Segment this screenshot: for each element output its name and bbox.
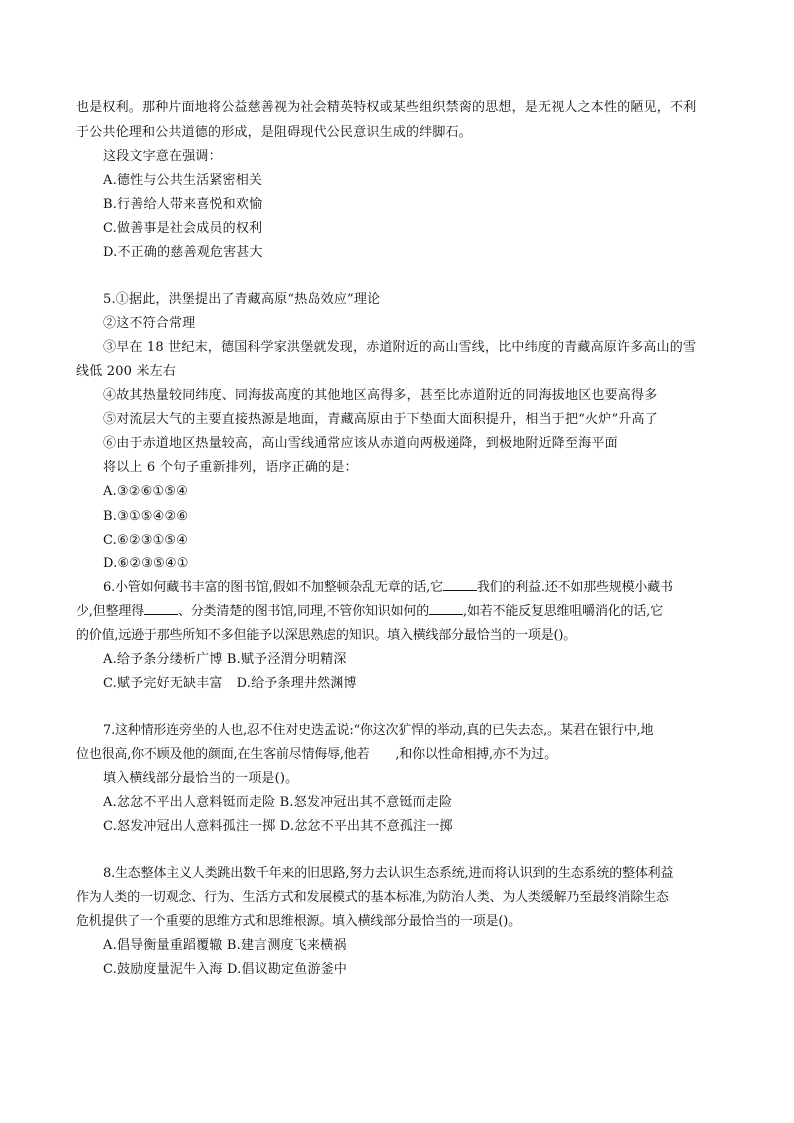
q5-sentence-3a: ③早在 18 世纪末，德国科学家洪堡就发现，赤道附近的高山雪线，比中纬度的青藏高原许多高山的雪 <box>103 340 697 355</box>
q5-sentence-1: 5.①据此，洪堡提出了青藏高原“热岛效应”理论 <box>103 292 381 307</box>
q6-line-2 <box>76 602 724 622</box>
q8-options-row-1: A.倡导衡量重蹈覆辙 B.建言测度飞来横祸 <box>103 938 347 953</box>
q6-line-1-part-a: 6.小管如何藏书丰富的图书馆,假如不加整顿杂乱无章的话,它 <box>103 580 443 595</box>
q6-line-1-part-b: 我们的利益.还不如那些规模小藏书 <box>476 580 673 595</box>
q5-option-a: A.③②⑥①⑤④ <box>103 484 189 499</box>
q8-line-1: 8.生态整体主义人类跳出数千年来的旧思路,努力去认识生态系统,进而将认识到的生态系统的整体利益 <box>103 866 674 881</box>
q5-stem: 将以上 6 个句子重新排列，语序正确的是： <box>103 460 358 475</box>
q8-line-3: 危机提供了一个重要的思维方式和思维根源。填入横线部分最恰当的一项是()。 <box>76 914 521 929</box>
q6-line-1 <box>103 578 723 598</box>
q7-line-2 <box>76 745 724 765</box>
q7-stem: 填入横线部分最恰当的一项是()。 <box>103 771 299 786</box>
q7-options-row-1: A.忿忿不平出人意料铤而走险 B.怒发冲冠出其不意铤而走险 <box>103 795 453 810</box>
q6-line-2-part-c: ,如若不能反复思维咀嚼消化的话,它 <box>463 604 663 619</box>
q4-stem: 这段文字意在强调： <box>103 149 222 164</box>
q4-option-a: A.德性与公共生活紧密相关 <box>103 173 263 188</box>
q5-sentence-4: ④故其热量较同纬度、同海拔高度的其他地区高得多，甚至比赤道附近的同海拔地区也要高得多 <box>103 388 658 403</box>
q6-options-row-2 <box>103 674 723 694</box>
q4-option-b: B.行善给人带来喜悦和欢愉 <box>103 197 263 212</box>
q6-options-row-1: A.给予条分缕析广博 B.赋予泾渭分明精深 <box>103 652 347 667</box>
q6-option-d: D.给予条理井然渊博 <box>236 676 357 691</box>
q5-option-d: D.⑥②③⑤④① <box>103 556 189 571</box>
q5-sentence-6: ⑥由于赤道地区热量较高，高山雪线通常应该从赤道向两极递降，到极地附近降至海平面 <box>103 436 618 451</box>
q4-option-c: C.做善事是社会成员的权利 <box>103 221 263 236</box>
q7-line-1: 7.这种情形连旁坐的人也,忍不住对史迭孟说:“你这次犷悍的举动,真的已失去态,。某君在银行中,地 <box>103 723 654 738</box>
q6-blank-3 <box>429 602 463 615</box>
q8-line-2: 作为人类的一切观念、行为、生活方式和发展模式的基本标准,为防治人类、为人类缓解乃至最终消除生态 <box>76 890 669 905</box>
q5-sentence-3b: 线低 200 米左右 <box>76 364 177 379</box>
q7-options-row-2: C.怒发冲冠出人意料孤注一掷 D.忿忿不平出其不意孤注一掷 <box>103 819 453 834</box>
q6-line-2-part-a: 少,但整理得 <box>76 604 144 619</box>
q6-line-2-part-b: 、分类清楚的图书馆,同理,不管你知识如何的 <box>177 604 430 619</box>
q8-options-row-2: C.鼓励度量泥牛入海 D.倡议勘定鱼游釜中 <box>103 962 348 977</box>
q5-sentence-5: ⑤对流层大气的主要直接热源是地面，青藏高原由于下垫面大面积提升，相当于把“火炉”升高了 <box>103 412 658 427</box>
q6-option-c: C.赋予完好无缺丰富 <box>103 676 223 691</box>
q7-line-2-part-a: 位也很高,你不顾及他的颜面,在生客前尽情侮辱,他若 <box>76 747 370 762</box>
q6-blank-2 <box>144 602 178 615</box>
passage-line-2: 于公共伦理和公共道德的形成，是阻碍现代公民意识生成的绊脚石。 <box>76 125 473 140</box>
q5-option-c: C.⑥②③①⑤④ <box>103 533 189 548</box>
q6-blank-1 <box>443 578 477 591</box>
q5-sentence-2: ②这不符合常理 <box>103 316 196 331</box>
q5-option-b: B.③①⑤④②⑥ <box>103 509 189 524</box>
q6-line-3: 的价值,远逊于那些所知不多但能予以深思熟虑的知识。填入横线部分最恰当的一项是()。 <box>76 628 577 643</box>
q4-option-d: D.不正确的慈善观危害甚大 <box>103 245 263 260</box>
q7-line-2-part-b: ,和你以性命相搏,亦不为过。 <box>395 747 557 762</box>
passage-line-1: 也是权利。那种片面地将公益慈善视为社会精英特权或某些组织禁脔的思想，是无视人之本性的陋见，不利 <box>76 100 697 115</box>
